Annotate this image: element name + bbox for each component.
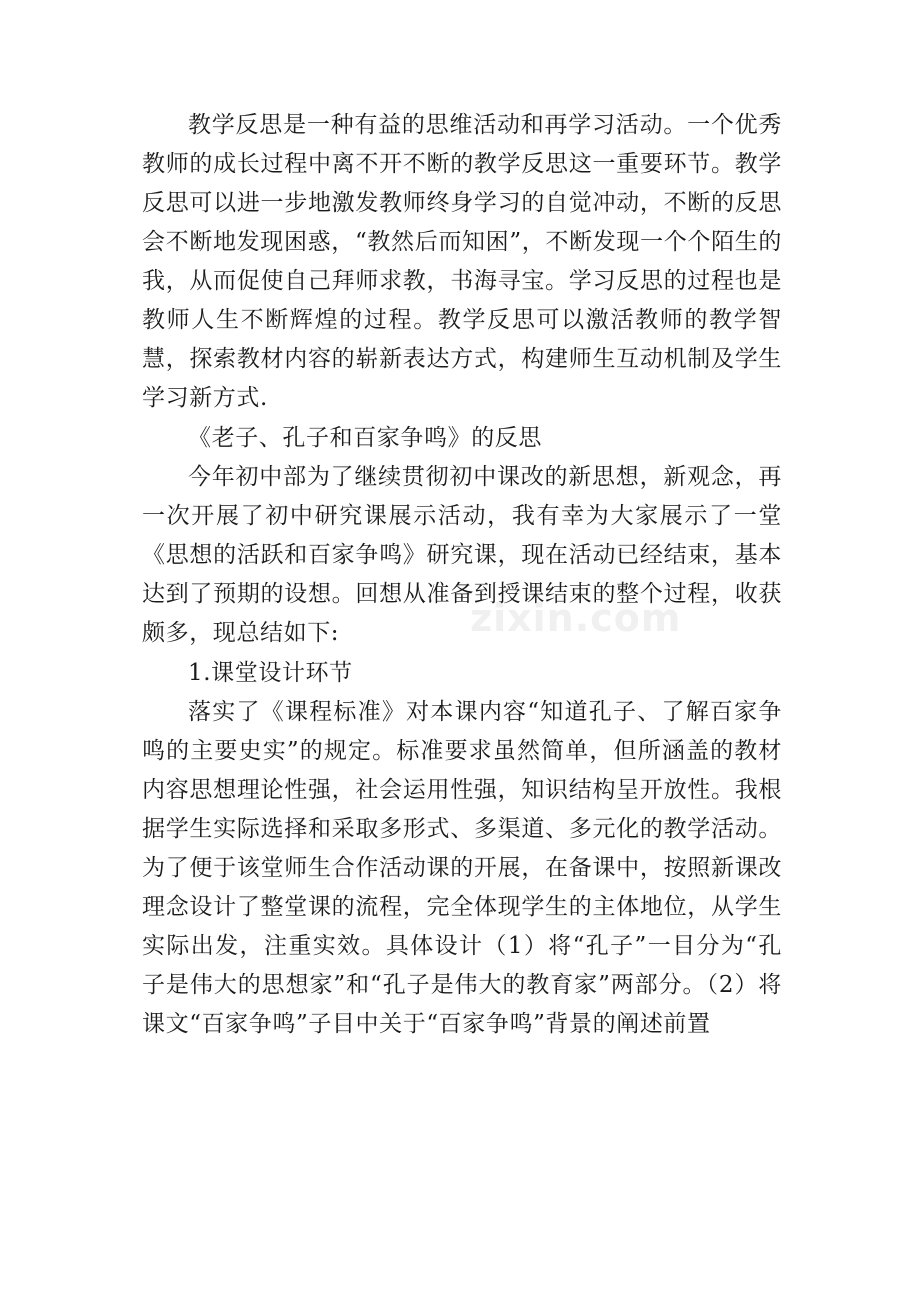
paragraph-intro: 教学反思是一种有益的思维活动和再学习活动。一个优秀教师的成长过程中离不开不断的教学反思这一重要环节。教学反思可以进一步地激发教师终身学习的自觉冲动，不断的反思会不断地发现困惑，“教然后而知困”，不断发现一个个陌生的我，从而促使自己拜师求教，书海寻宝。学习反思的过程也是教师人生不断辉煌的过程。教学反思可以激活教师的教学智慧，探索教材内容的崭新表达方式，构建师生互动机制及学生学习新方式.: [142, 112, 782, 411]
paragraph-design: 落实了《课程标准》对本课内容“知道孔子、了解百家争鸣的主要史实”的规定。标准要求虽然简单，但所涵盖的教材内容思想理论性强，社会运用性强，知识结构呈开放性。我根据学生实际选择和采取多形式、多渠道、多元化的教学活动。为了便于该堂师生合作活动课的开展，在备课中，按照新课改理念设计了整堂课的流程，完全体现学生的主体地位，从学生实际出发，注重实效。具体设计（1）将“孔子”一目分为“孔子是伟大的思想家”和“孔子是伟大的教育家”两部分。（2）将课文“百家争鸣”子目中关于“百家争鸣”背景的阐述前置: [142, 699, 782, 1037]
paragraph-background: 今年初中部为了继续贯彻初中课改的新思想，新观念，再一次开展了初中研究课展示活动，我有幸为大家展示了一堂《思想的活跃和百家争鸣》研究课，现在活动已经结束，基本达到了预期的设想。回想从准备到授课结束的整个过程，收获颇多，现总结如下:: [142, 464, 782, 646]
watermark-logo: zixin.com: [470, 596, 682, 640]
document-body: [142, 106, 782, 1045]
subsection-title: 1.课堂设计环节: [188, 659, 353, 686]
section-title: 《老子、孔子和百家争鸣》的反思: [188, 424, 542, 451]
